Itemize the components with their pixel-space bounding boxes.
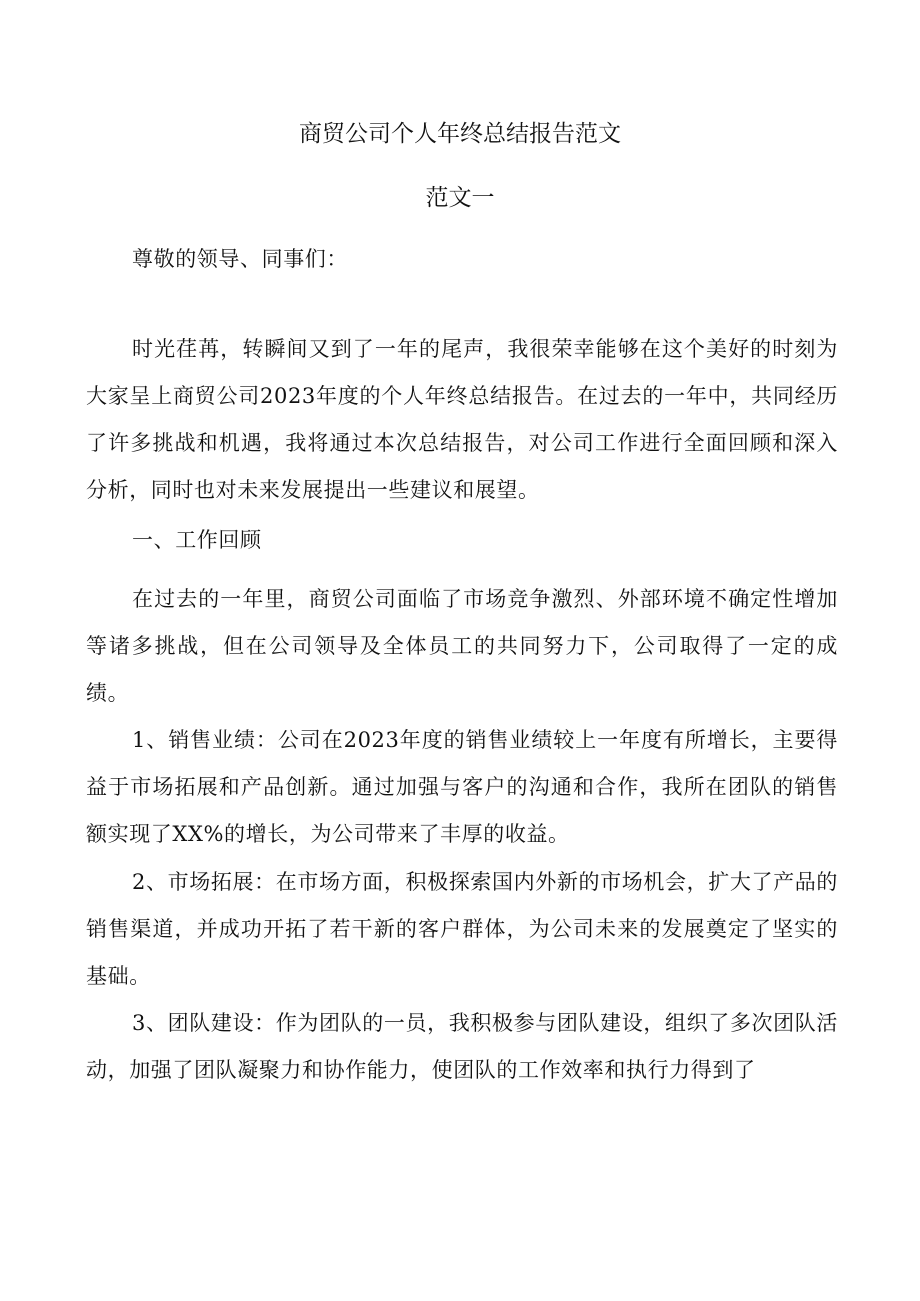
greeting-paragraph: 尊敬的领导、同事们： (132, 247, 348, 271)
review-paragraph: 在过去的一年里，商贸公司面临了市场竞争激烈、外部环境不确定性增加等诸多挑战，但在公司领导及全体员工的共同努力下，公司取得了一定的成绩。 (86, 587, 838, 705)
sales-performance-paragraph: 1、销售业绩：公司在2023年度的销售业绩较上一年度有所增长，主要得益于市场拓展和产品创新。通过加强与客户的沟通和合作，我所在团队的销售额实现了XX%的增长，为公司带来了丰厚的收益。 (86, 728, 838, 846)
market-expansion-paragraph: 2、市场拓展：在市场方面，积极探索国内外新的市场机会，扩大了产品的销售渠道，并成功开拓了若干新的客户群体，为公司未来的发展奠定了坚实的基础。 (86, 870, 838, 988)
intro-paragraph: 时光荏苒，转瞬间又到了一年的尾声，我很荣幸能够在这个美好的时刻为大家呈上商贸公司2023年度的个人年终总结报告。在过去的一年中，共同经历了许多挑战和机遇，我将通过本次总结报告，对公司工作进行全面回顾和深入分析，同时也对未来发展提出一些建议和展望。 (86, 337, 838, 502)
team-building-paragraph: 3、团队建设：作为团队的一员，我积极参与团队建设，组织了多次团队活动，加强了团队凝聚力和协作能力，使团队的工作效率和执行力得到了 (86, 1011, 838, 1082)
section-heading-work-review: 一、工作回顾 (132, 528, 262, 552)
document-subtitle: 范文一 (425, 185, 495, 211)
document-title: 商贸公司个人年终总结报告范文 (299, 121, 621, 147)
